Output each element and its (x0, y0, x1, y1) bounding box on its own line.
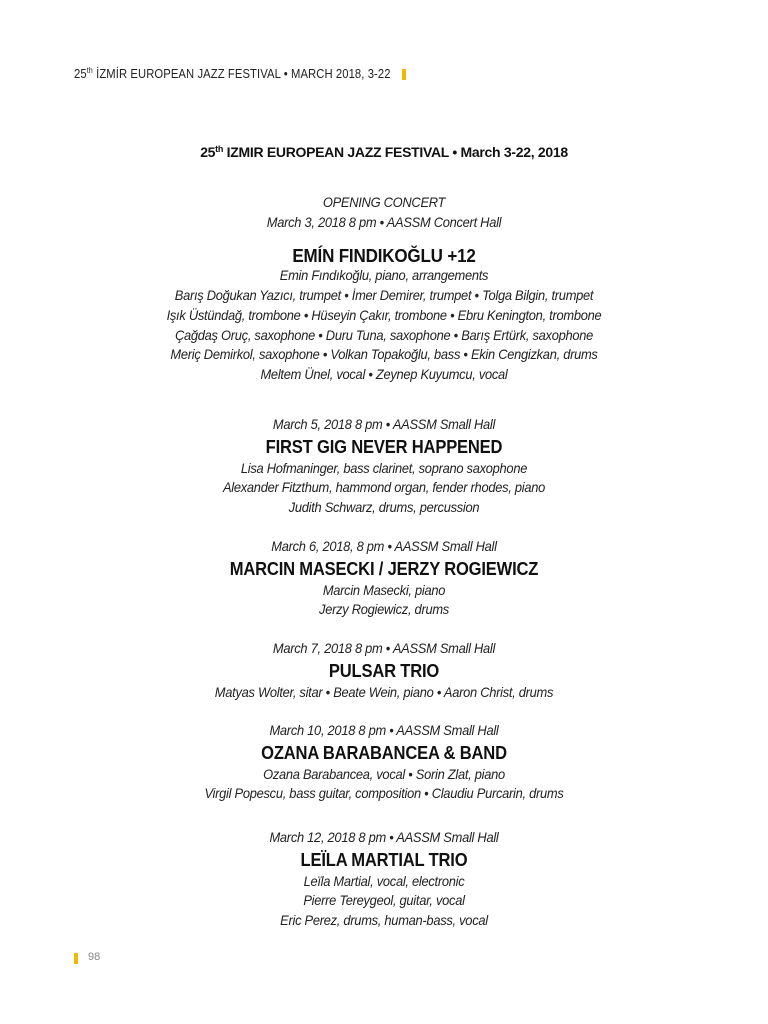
band-name: PULSAR TRIO (328, 660, 440, 681)
lineup-line: Jerzy Rogiewicz, drums (319, 601, 449, 618)
lineup-line: Çağdaş Oruç, saxophone • Duru Tuna, saxophone • Barış Ertürk, saxophone (174, 326, 594, 343)
lineup-line: Judith Schwarz, drums, percussion (288, 499, 480, 516)
running-header-text: İZMİR EUROPEAN JAZZ FESTIVAL • MARCH 2018, 3-22 (92, 67, 391, 81)
lineup-line: Meltem Ünel, vocal • Zeynep Kuyumcu, vocal (260, 365, 508, 382)
lineup-line: Lisa Hofmaninger, bass clarinet, soprano saxophone (240, 459, 528, 476)
lineup-line: Marcin Masecki, piano (322, 581, 446, 598)
band-name: EMÍN FINDIKOĞLU +12 (292, 245, 476, 267)
lineup-line: Pierre Tereygeol, guitar, vocal (303, 892, 465, 909)
band-name: OZANA BARABANCEA & BAND (261, 742, 507, 763)
band-name: MARCIN MASECKI / JERZY ROGIEWICZ (229, 558, 539, 579)
page-title (0, 144, 768, 160)
lineup-line: Meriç Demirkol, saxophone • Volkan Topakoğlu, bass • Ekin Cengizkan, drums (170, 346, 598, 363)
lineup-line: Alexander Fitzthum, hammond organ, fender rhodes, piano (222, 479, 546, 496)
concert-when: March 10, 2018 8 pm • AASSM Small Hall (269, 722, 499, 738)
running-header-suffix: th (86, 66, 93, 75)
concert-when: March 7, 2018 8 pm • AASSM Small Hall (272, 640, 496, 656)
lineup-line: Emin Fındıkoğlu, piano, arrangements (279, 267, 489, 284)
concert-block (0, 193, 768, 385)
lineup-line: Virgil Popescu, bass guitar, composition • Claudiu Purcarin, drums (204, 785, 564, 802)
concert-block (0, 828, 768, 931)
lineup-line: Ozana Barabancea, vocal • Sorin Zlat, piano (263, 765, 505, 782)
lineup-line: Eric Perez, drums, human-bass, vocal (280, 912, 488, 929)
lineup-line: Barış Doğukan Yazıcı, trumpet • İmer Demirer, trumpet • Tolga Bilgin, trumpet (174, 287, 594, 304)
concert-block (0, 415, 768, 518)
concert-block (0, 721, 768, 804)
running-header (74, 66, 391, 81)
page-title-text: IZMIR EUROPEAN JAZZ FESTIVAL • March 3-22, 2018 (223, 144, 568, 160)
page-title-suffix: th (215, 144, 224, 154)
concert-when: March 12, 2018 8 pm • AASSM Small Hall (269, 829, 499, 845)
concert-kind: OPENING CONCERT (322, 194, 446, 210)
lineup-line: Işık Üstündağ, trombone • Hüseyin Çakır, trombone • Ebru Kenington, trombone (166, 306, 602, 323)
concert-when: March 3, 2018 8 pm • AASSM Concert Hall (266, 213, 502, 230)
header-accent-mark (402, 69, 406, 80)
concert-block (0, 639, 768, 702)
concert-when: March 5, 2018 8 pm • AASSM Small Hall (272, 416, 496, 432)
page-title-number: 25 (200, 144, 216, 160)
band-name: FIRST GIG NEVER HAPPENED (265, 436, 503, 457)
footer-accent-mark (74, 953, 78, 964)
running-header-number: 25 (74, 67, 87, 81)
concert-when: March 6, 2018, 8 pm • AASSM Small Hall (271, 538, 497, 554)
lineup-line: Matyas Wolter, sitar • Beate Wein, piano • Aaron Christ, drums (214, 683, 554, 700)
band-name: LEÏLA MARTIAL TRIO (300, 849, 468, 870)
lineup-line: Leïla Martial, vocal, electronic (303, 872, 465, 889)
page-number: 98 (88, 951, 101, 963)
concert-block (0, 537, 768, 620)
